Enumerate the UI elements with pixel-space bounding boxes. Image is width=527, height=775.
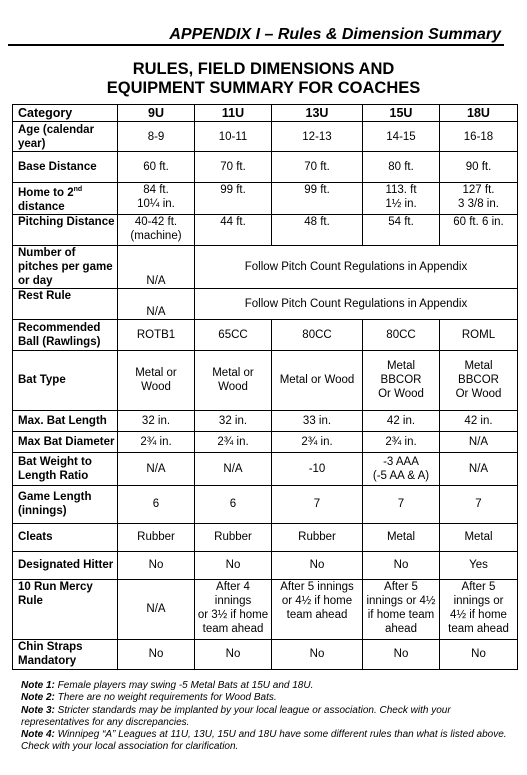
cell-pitching-9u: 40-42 ft. (machine) [118,214,195,245]
row-bat-weight-ratio [13,452,518,485]
cell-bat-diameter-11u: 2¾ in. [195,431,272,452]
note-4-label: Note 4: [21,729,55,741]
row-home-to-second [13,183,518,215]
row-recommended-ball [13,319,518,350]
cell-ball-18u: ROML [440,319,518,350]
cell-age-18u: 16-18 [440,122,518,152]
row-designated-hitter [13,551,518,579]
cell-pitches-9u: N/A [118,245,195,288]
note-2-label: Note 2: [21,692,55,704]
cell-bat-type-11u: Metal or Wood [195,350,272,410]
row-pitching-distance [13,214,518,245]
cell-bat-length-9u: 32 in. [118,410,195,431]
row-label-bat-weight-ratio: Bat Weight to Length Ratio [13,452,118,485]
cell-bat-diameter-9u: 2¾ in. [118,431,195,452]
cell-age-11u: 10-11 [195,122,272,152]
cell-game-length-13u: 7 [272,485,363,523]
cell-bat-ratio-9u: N/A [118,452,195,485]
notes-section [21,680,511,754]
cell-dh-15u: No [363,551,440,579]
cell-cleats-13u: Rubber [272,523,363,551]
cell-chin-13u: No [272,639,363,669]
cell-dh-18u: Yes [440,551,518,579]
cell-mercy-11u: After 4 innings or 3½ if home team ahead [195,579,272,639]
cell-rest-span: Follow Pitch Count Regulations in Appendix [195,288,518,319]
cell-bat-length-18u: 42 in. [440,410,518,431]
row-max-bat-diameter [13,431,518,452]
cell-mercy-15u: After 5 innings or 4½ if home team ahead [363,579,440,639]
cell-bat-type-13u: Metal or Wood [272,350,363,410]
rules-summary-table [12,104,518,670]
row-label-bat-type: Bat Type [13,350,118,410]
cell-chin-15u: No [363,639,440,669]
row-label-base-distance: Base Distance [13,152,118,183]
row-label-rest-rule: Rest Rule [13,288,118,319]
summary-title [0,60,527,98]
cell-base-15u: 80 ft. [363,152,440,183]
note-4 [21,729,511,754]
cell-age-9u: 8-9 [118,122,195,152]
note-3-text: Stricter standards may be implanted by your local league or association. Check with your representatives for any discrepancies. [21,704,451,728]
cell-home-9u: 84 ft. 10¼ in. [118,183,195,215]
row-label-age: Age (calendar year) [13,122,118,152]
row-label-max-bat-length: Max. Bat Length [13,410,118,431]
column-header-13u: 13U [272,105,363,122]
cell-home-13u: 99 ft. [272,183,363,215]
column-header-11u: 11U [195,105,272,122]
row-game-length [13,485,518,523]
cell-bat-ratio-18u: N/A [440,452,518,485]
cell-game-length-15u: 7 [363,485,440,523]
cell-game-length-11u: 6 [195,485,272,523]
cell-chin-18u: No [440,639,518,669]
cell-chin-11u: No [195,639,272,669]
cell-bat-length-11u: 32 in. [195,410,272,431]
row-label-game-length: Game Length (innings) [13,485,118,523]
cell-pitching-18u: 60 ft. 6 in. [440,214,518,245]
note-3-label: Note 3: [21,704,55,716]
row-label-designated-hitter: Designated Hitter [13,551,118,579]
summary-title-line-2: EQUIPMENT SUMMARY FOR COACHES [106,79,421,97]
home-label-prefix: Home to 2 [18,186,74,199]
column-header-18u: 18U [440,105,518,122]
note-3 [21,705,511,730]
row-base-distance [13,152,518,183]
cell-cleats-18u: Metal [440,523,518,551]
cell-bat-diameter-18u: N/A [440,431,518,452]
header-row [13,105,518,122]
row-max-bat-length [13,410,518,431]
row-label-home-to-second [13,183,118,215]
cell-cleats-11u: Rubber [195,523,272,551]
cell-cleats-9u: Rubber [118,523,195,551]
cell-age-13u: 12-13 [272,122,363,152]
home-label-superscript: nd [73,186,83,193]
cell-ball-11u: 65CC [195,319,272,350]
column-header-category: Category [13,105,118,122]
note-1 [21,680,511,692]
cell-bat-diameter-13u: 2¾ in. [272,431,363,452]
cell-game-length-18u: 7 [440,485,518,523]
column-header-15u: 15U [363,105,440,122]
appendix-title: APPENDIX I – Rules & Dimension Summary [169,26,501,43]
cell-age-15u: 14-15 [363,122,440,152]
row-number-of-pitches [13,245,518,288]
cell-pitches-span: Follow Pitch Count Regulations in Appendix [195,245,518,288]
cell-mercy-9u: N/A [118,579,195,639]
cell-bat-type-9u: Metal or Wood [118,350,195,410]
column-header-9u: 9U [118,105,195,122]
cell-pitching-15u: 54 ft. [363,214,440,245]
cell-ball-13u: 80CC [272,319,363,350]
cell-chin-9u: No [118,639,195,669]
row-chin-straps [13,639,518,669]
cell-bat-ratio-13u: -10 [272,452,363,485]
cell-ball-9u: ROTB1 [118,319,195,350]
cell-bat-length-13u: 33 in. [272,410,363,431]
cell-bat-diameter-15u: 2¾ in. [363,431,440,452]
cell-mercy-13u: After 5 innings or 4½ if home team ahead [272,579,363,639]
cell-bat-length-15u: 42 in. [363,410,440,431]
note-1-text: Female players may swing -5 Metal Bats at 15U and 18U. [54,680,314,691]
row-label-number-of-pitches: Number of pitches per game or day [13,245,118,288]
row-mercy-rule [13,579,518,639]
cell-home-11u: 99 ft. [195,183,272,215]
row-label-pitching-distance: Pitching Distance [13,214,118,245]
row-label-recommended-ball: Recommended Ball (Rawlings) [13,319,118,350]
row-label-chin-straps: Chin Straps Mandatory [13,639,118,669]
cell-bat-ratio-15u: -3 AAA (-5 AA & A) [363,452,440,485]
row-label-mercy-rule: 10 Run Mercy Rule [13,579,118,639]
cell-dh-13u: No [272,551,363,579]
note-2 [21,692,511,704]
cell-mercy-18u: After 5 innings or 4½ if home team ahead [440,579,518,639]
cell-base-13u: 70 ft. [272,152,363,183]
row-cleats [13,523,518,551]
cell-dh-11u: No [195,551,272,579]
cell-home-15u: 113. ft 1½ in. [363,183,440,215]
cell-home-18u: 127 ft. 3 3/8 in. [440,183,518,215]
row-label-max-bat-diameter: Max Bat Diameter [13,431,118,452]
note-4-text: Winnipeg “A” Leagues at 11U, 13U, 15U and 18U have some different rules than what is listed above. Check with your local association for clarification. [21,729,507,753]
cell-dh-9u: No [118,551,195,579]
cell-pitching-13u: 48 ft. [272,214,363,245]
cell-base-11u: 70 ft. [195,152,272,183]
summary-title-line-1: RULES, FIELD DIMENSIONS AND [132,60,395,78]
cell-bat-type-18u: Metal BBCOR Or Wood [440,350,518,410]
note-1-label: Note 1: [21,680,55,691]
cell-base-9u: 60 ft. [118,152,195,183]
row-bat-type [13,350,518,410]
cell-game-length-9u: 6 [118,485,195,523]
cell-cleats-15u: Metal [363,523,440,551]
cell-base-18u: 90 ft. [440,152,518,183]
row-label-cleats: Cleats [13,523,118,551]
home-label-suffix: distance [18,200,65,213]
cell-pitching-11u: 44 ft. [195,214,272,245]
cell-rest-9u: N/A [118,288,195,319]
cell-bat-ratio-11u: N/A [195,452,272,485]
title-divider [8,44,504,46]
cell-bat-type-15u: Metal BBCOR Or Wood [363,350,440,410]
row-age [13,122,518,152]
cell-ball-15u: 80CC [363,319,440,350]
row-rest-rule [13,288,518,319]
note-2-text: There are no weight requirements for Wood Bats. [54,692,277,704]
